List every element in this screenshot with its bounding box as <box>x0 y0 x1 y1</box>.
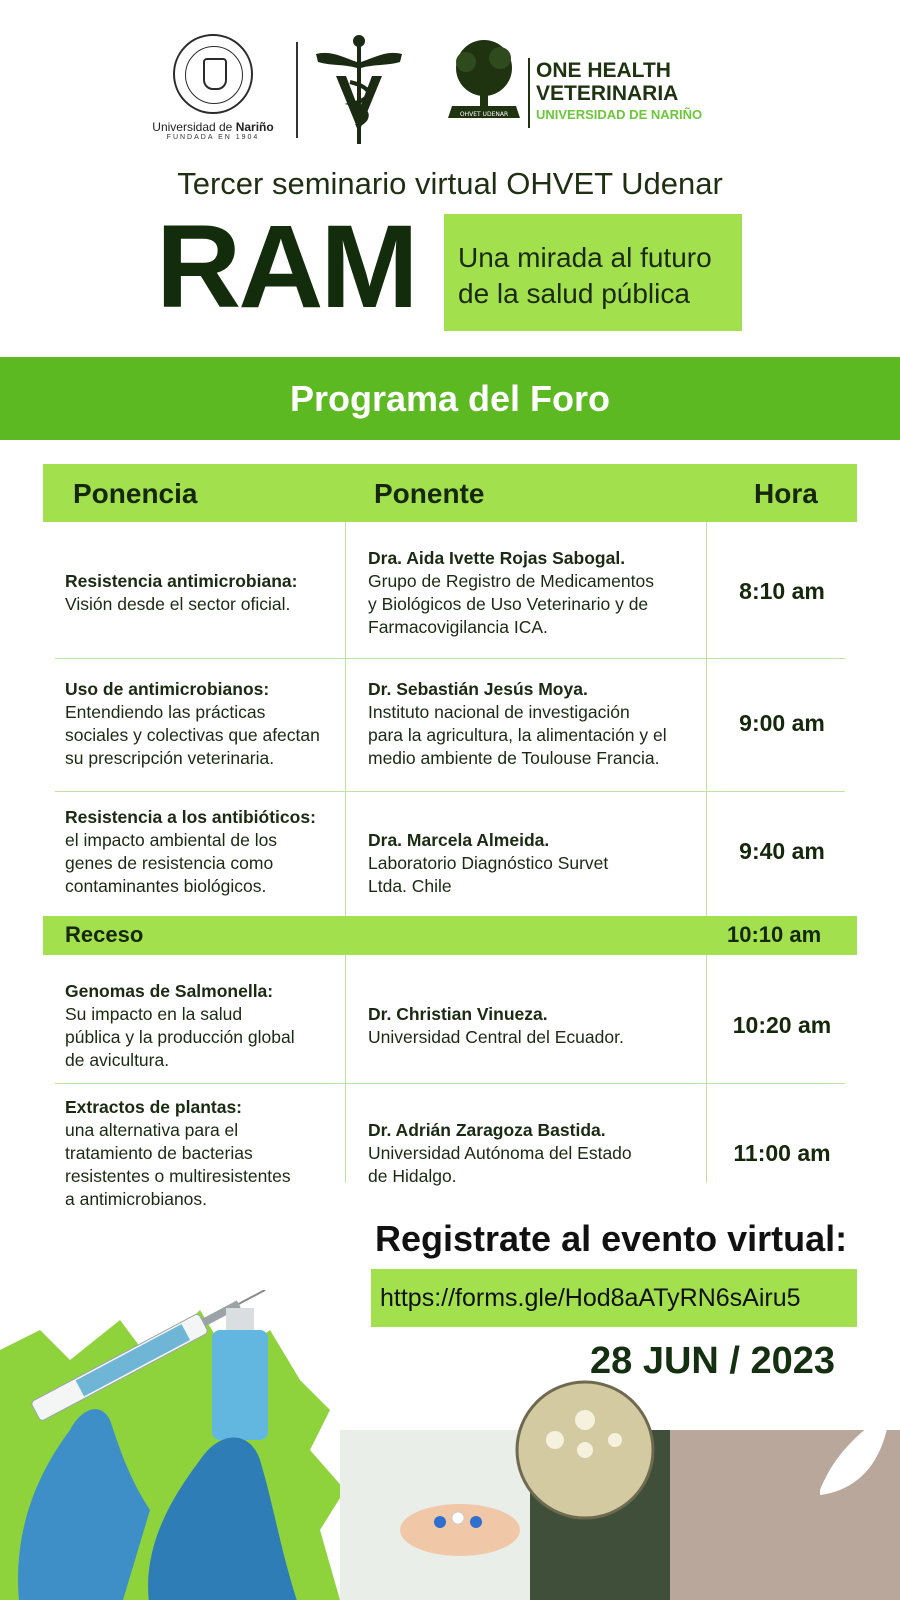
speaker-cell: Dra. Aida Ivette Rojas Sabogal. Grupo de Registro de Medicamentos y Biológicos de Uso Veterinario y de Farmacovigilancia ICA. <box>368 548 654 637</box>
ohvet-line3: UNIVERSIDAD DE NARIÑO <box>536 107 703 122</box>
event-acronym: RAM <box>156 201 416 333</box>
ohvet-wordmark <box>536 60 702 121</box>
university-founded: FUNDADA EN 1904 <box>166 134 260 141</box>
time-cell: 9:00 am <box>739 710 825 736</box>
program-title: Programa del Foro <box>289 378 611 419</box>
header-topic: Ponencia <box>73 478 198 509</box>
time-cell: 11:00 am <box>733 1140 831 1166</box>
speaker-cell: Dr. Adrián Zaragoza Bastida. Universidad Autónoma del Estado de Hidalgo. <box>368 1120 632 1186</box>
ohvet-line2: VETERINARIA <box>536 82 679 105</box>
hand-icon <box>400 1504 520 1556</box>
tagline-line2: de la salud pública <box>458 278 690 309</box>
ohvet-tree-icon <box>444 38 524 128</box>
vial-icon <box>212 1308 268 1440</box>
caduceus-icon <box>314 32 404 147</box>
topic-cell: Resistencia a los antibióticos: el impacto ambiental de los genes de resistencia como contaminantes biológicos. <box>65 807 316 896</box>
speaker-cell: Dra. Marcela Almeida. Laboratorio Diagnóstico Survet Ltda. Chile <box>368 830 609 896</box>
header-time: Hora <box>754 478 818 509</box>
topic-cell: Extractos de plantas: una alternativa para el tratamiento de bacterias resistentes o multiresistentes a antimicrobianos. <box>65 1097 291 1209</box>
topic-cell: Genomas de Salmonella: Su impacto en la salud pública y la producción global de avicultura. <box>65 981 295 1070</box>
time-cell: 8:10 am <box>739 578 825 604</box>
university-logo <box>148 34 278 154</box>
university-seal-icon <box>173 34 253 114</box>
seminar-subtitle: Tercer seminario virtual OHVET Udenar <box>177 166 723 201</box>
break-time: 10:10 am <box>727 922 822 947</box>
tagline-line1: Una mirada al futuro <box>458 242 712 273</box>
registration-url-link[interactable]: https://forms.gle/Hod8aATyRN6sAiru5 <box>380 1284 801 1312</box>
break-label: Receso <box>65 922 144 947</box>
ohvet-line1: ONE HEALTH <box>536 59 671 82</box>
logo-divider <box>296 42 298 138</box>
time-cell: 10:20 am <box>732 1012 832 1038</box>
registration-title: Registrate al evento virtual: <box>375 1218 848 1259</box>
university-name: Universidad de Nariño <box>152 120 274 134</box>
header-logos <box>0 28 900 158</box>
tree-caption: OHVET UDENAR <box>459 111 509 118</box>
speaker-cell: Dr. Sebastián Jesús Moya. Instituto nacional de investigación para la agricultura, la alimentación y el medio ambiente de Toulouse Francia. <box>368 679 667 768</box>
time-cell: 9:40 am <box>739 838 825 864</box>
bottom-artwork <box>0 1290 900 1600</box>
ohvet-divider <box>528 58 530 128</box>
speaker-cell: Dr. Christian Vinueza. Universidad Central del Ecuador. <box>368 1004 624 1047</box>
header-speaker: Ponente <box>374 478 485 509</box>
event-date: 28 JUN / 2023 <box>590 1340 836 1382</box>
topic-cell: Resistencia antimicrobiana: Visión desde el sector oficial. <box>65 571 298 614</box>
topic-cell: Uso de antimicrobianos: Entendiendo las prácticas sociales y colectivas que afectan su prescripción veterinaria. <box>65 679 320 768</box>
tagline-box <box>444 214 742 331</box>
